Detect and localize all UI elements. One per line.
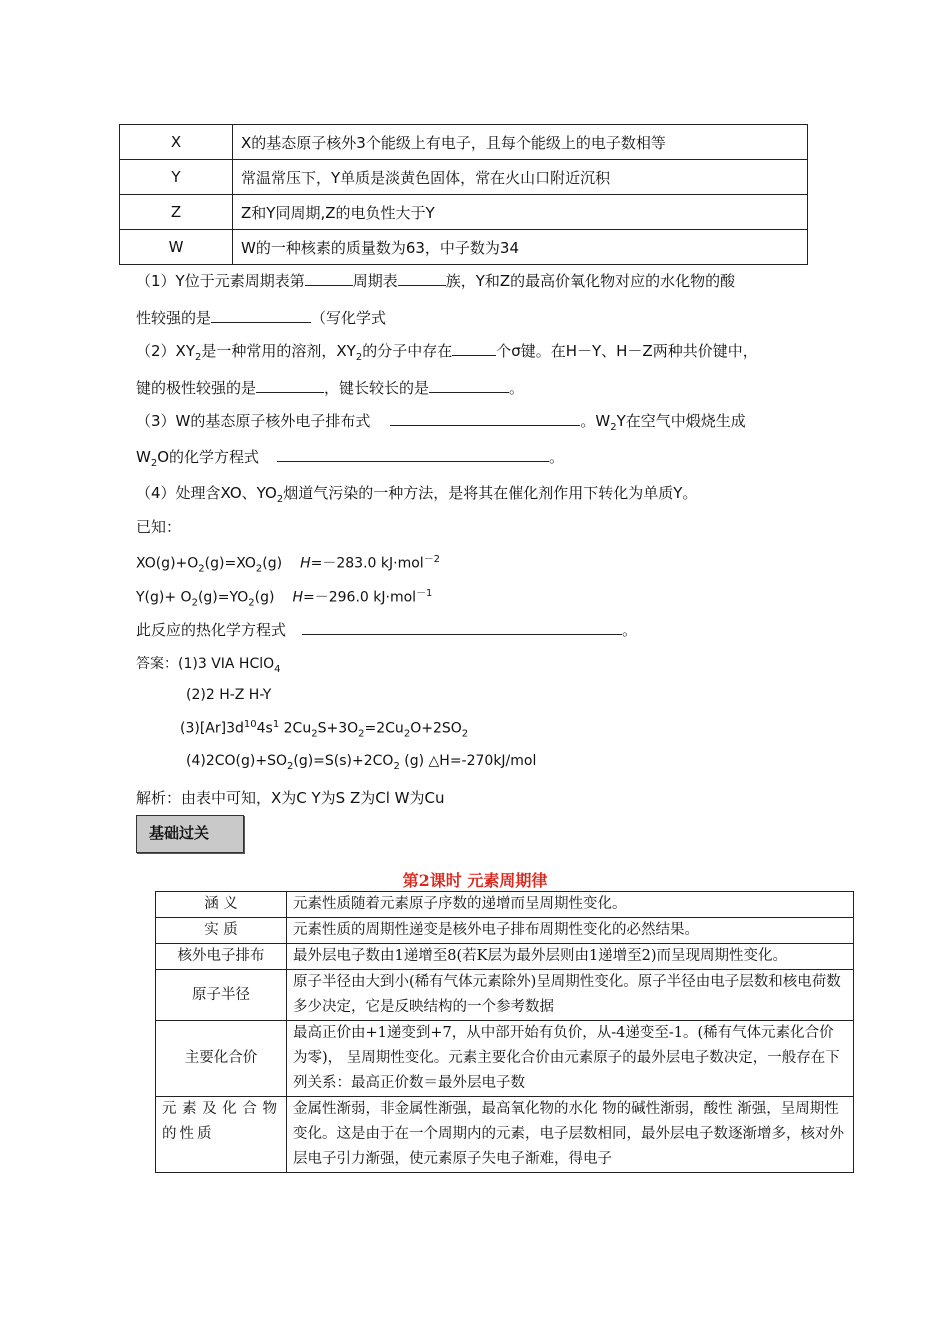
element-key: Y <box>120 160 233 195</box>
eq-text: Y(g)+ O <box>136 589 192 606</box>
q2-text: 个σ键。在H－Y、H－Z两种共价键中， <box>496 342 758 360</box>
row-desc: 元素性质的周期性递变是核外电子排布周期性变化的必然结果。 <box>287 918 854 944</box>
subscript: 2 <box>198 563 205 575</box>
answer-text: S+3O <box>317 720 359 737</box>
q2-text: （2）XY <box>136 342 195 360</box>
periodic-law-table <box>155 891 854 1173</box>
question-2-line-1 <box>136 340 758 363</box>
q1-text-b: 周期表 <box>352 272 398 290</box>
question-4-line-1 <box>136 482 697 505</box>
q2-text: 是一种常用的溶剂，XY <box>201 342 356 360</box>
known-label: 已知： <box>136 518 182 536</box>
row-key: 元素及化合物的性质 <box>156 1097 287 1173</box>
row-key: 实 质 <box>156 918 287 944</box>
answer-line-4 <box>186 753 536 772</box>
subscript: 2 <box>311 728 318 740</box>
subscript: 2 <box>355 352 363 363</box>
q2-text: ，键长较长的是 <box>324 379 430 397</box>
answer-line-1 <box>136 653 281 675</box>
table-row <box>120 230 808 265</box>
answer-text: (g) △H=-270kJ/mol <box>399 753 537 769</box>
answer-text: 答案：(1)3 VIA HClO <box>136 656 275 672</box>
answer-text: 4s <box>256 720 273 737</box>
answer-blank[interactable] <box>398 271 446 286</box>
eq-text: (g)=YO <box>197 589 249 606</box>
row-desc: 最外层电子数由1递增至8(若K层为最外层则由1递增至2)而呈现周期性变化。 <box>287 944 854 970</box>
table-row <box>156 918 854 944</box>
table-row <box>156 1021 854 1097</box>
table-row <box>156 944 854 970</box>
q3-text: 。W <box>580 412 611 430</box>
section-label-box: 基础过关 <box>136 815 244 853</box>
enthalpy-symbol: H <box>300 555 311 572</box>
answer-blank[interactable] <box>390 411 580 426</box>
answer-text: (3)[Ar]3d <box>180 720 244 737</box>
table-row <box>120 125 808 160</box>
subscript: 2 <box>194 352 202 363</box>
q1-text-c: 族，Y和Z的最高价氧化物对应的水化物的酸 <box>445 272 736 290</box>
element-desc: X的基态原子核外3个能级上有电子，且每个能级上的电子数相等 <box>233 125 808 160</box>
q2-text: 的分子中存在 <box>362 342 453 360</box>
q3-text: 。 <box>549 448 565 466</box>
row-key: 核外电子排布 <box>156 944 287 970</box>
q3-text: W <box>136 448 151 466</box>
element-key: Z <box>120 195 233 230</box>
superscript: －1 <box>416 588 433 599</box>
answer-blank[interactable] <box>211 308 311 323</box>
element-info-table <box>119 124 808 265</box>
eq-text: XO(g)+O <box>136 555 199 572</box>
q2-text: 键的极性较强的是 <box>136 379 257 397</box>
answer-text: 2Cu <box>279 720 312 737</box>
subscript: 2 <box>191 597 198 609</box>
answer-blank[interactable] <box>429 378 509 393</box>
q2-text: 。 <box>509 379 525 397</box>
element-key: W <box>120 230 233 265</box>
element-desc: Z和Y同周期,Z的电负性大于Y <box>233 195 808 230</box>
answer-blank[interactable] <box>256 378 324 393</box>
question-1-line-2 <box>136 307 386 328</box>
q1-text-e: （写化学式 <box>311 309 387 327</box>
subscript: 2 <box>248 597 255 609</box>
enthalpy-symbol: H <box>292 589 304 606</box>
analysis-text: 解析：由表中可知，X为C Y为S Z为Cl W为Cu <box>136 789 445 807</box>
eq-text: =－283.0 kJ·mol <box>310 555 424 572</box>
table-row <box>156 1097 854 1173</box>
q4-text: 。 <box>622 621 638 639</box>
row-key: 主要化合价 <box>156 1021 287 1097</box>
subscript: 2 <box>286 760 294 772</box>
answer-blank[interactable] <box>452 341 496 356</box>
lesson-title: 第2课时 元素周期律 <box>402 871 548 890</box>
table-row <box>120 195 808 230</box>
table-row <box>156 970 854 1021</box>
eq-text: (g) <box>254 589 275 606</box>
table-row <box>120 160 808 195</box>
superscript: 10 <box>243 719 257 730</box>
subscript: 2 <box>610 422 617 433</box>
eq-text: =－296.0 kJ·mol <box>303 589 417 606</box>
answer-blank[interactable] <box>305 271 353 286</box>
eq-text: (g) <box>262 555 283 572</box>
subscript: 2 <box>461 728 469 740</box>
q4-text: 此反应的热化学方程式 <box>136 621 287 639</box>
superscript: 1 <box>272 719 280 730</box>
subscript: 2 <box>150 458 158 469</box>
answer-text: O+2SO <box>410 720 462 737</box>
answer-text: (4)2CO(g)+SO <box>186 753 287 769</box>
subscript: 2 <box>276 494 284 505</box>
question-3-line-2 <box>136 446 564 469</box>
subscript: 2 <box>255 563 263 575</box>
q3-text: O的化学方程式 <box>157 448 260 466</box>
equation-1 <box>136 550 440 574</box>
q4-text: 烟道气污染的一种方法，是将其在催化剂作用下转化为单质Y。 <box>283 484 698 502</box>
row-key: 原子半径 <box>156 970 287 1021</box>
answer-blank[interactable] <box>302 620 622 635</box>
q1-text-d: 性较强的是 <box>136 309 212 327</box>
answer-line-3 <box>180 719 468 739</box>
q3-text: Y在空气中煅烧生成 <box>616 412 746 430</box>
subscript: 2 <box>393 760 400 772</box>
row-desc: 金属性渐弱，非金属性渐强，最高氧化物的水化 物的碱性渐弱，酸性 渐强，呈周期性变化。这是由于在一个周期内的元素，电子层数相同，最外层电子数逐渐增多，核对外层电子引力渐强，使元素原子失电子渐难，得电子 <box>287 1097 854 1173</box>
q4-text: （4）处理含XO、YO <box>136 484 277 502</box>
q3-text: （3）W的基态原子核外电子排布式 <box>136 412 371 430</box>
answer-text: =2Cu <box>364 720 404 737</box>
question-2-line-2 <box>136 377 524 398</box>
row-desc: 原子半径由大到小(稀有气体元素除外)呈周期性变化。原子半径由电子层数和核电荷数多少决定，它是反映结构的一个参考数据 <box>287 970 854 1021</box>
subscript: 4 <box>274 663 281 675</box>
question-1-line-1 <box>136 270 735 291</box>
element-key: X <box>120 125 233 160</box>
answer-line-2: (2)2 H-Z H-Y <box>186 687 272 703</box>
equation-2 <box>136 584 432 608</box>
element-desc: 常温常压下，Y单质是淡黄色固体，常在火山口附近沉积 <box>233 160 808 195</box>
element-desc: W的一种核素的质量数为63，中子数为34 <box>233 230 808 265</box>
row-key: 涵 义 <box>156 892 287 918</box>
answer-text: (g)=S(s)+2CO <box>293 753 394 769</box>
table-row <box>156 892 854 918</box>
superscript: －2 <box>423 554 441 565</box>
row-desc: 元素性质随着元素原子序数的递增而呈周期性变化。 <box>287 892 854 918</box>
row-desc: 最高正价由+1递变到+7，从中部开始有负价，从-4递变至-1。(稀有气体元素化合价为零)， 呈周期性变化。元素主要化合价由元素原子的最外层电子数决定，一般存在下列关系：最高正价数＝最外层电子数 <box>287 1021 854 1097</box>
question-4-ask <box>136 619 637 640</box>
q1-text-a: （1）Y位于元素周期表第 <box>136 272 305 290</box>
answer-blank[interactable] <box>277 447 549 462</box>
eq-text: (g)=XO <box>204 555 256 572</box>
subscript: 2 <box>403 728 411 740</box>
question-3-line-1 <box>136 410 746 433</box>
subscript: 2 <box>358 728 365 740</box>
